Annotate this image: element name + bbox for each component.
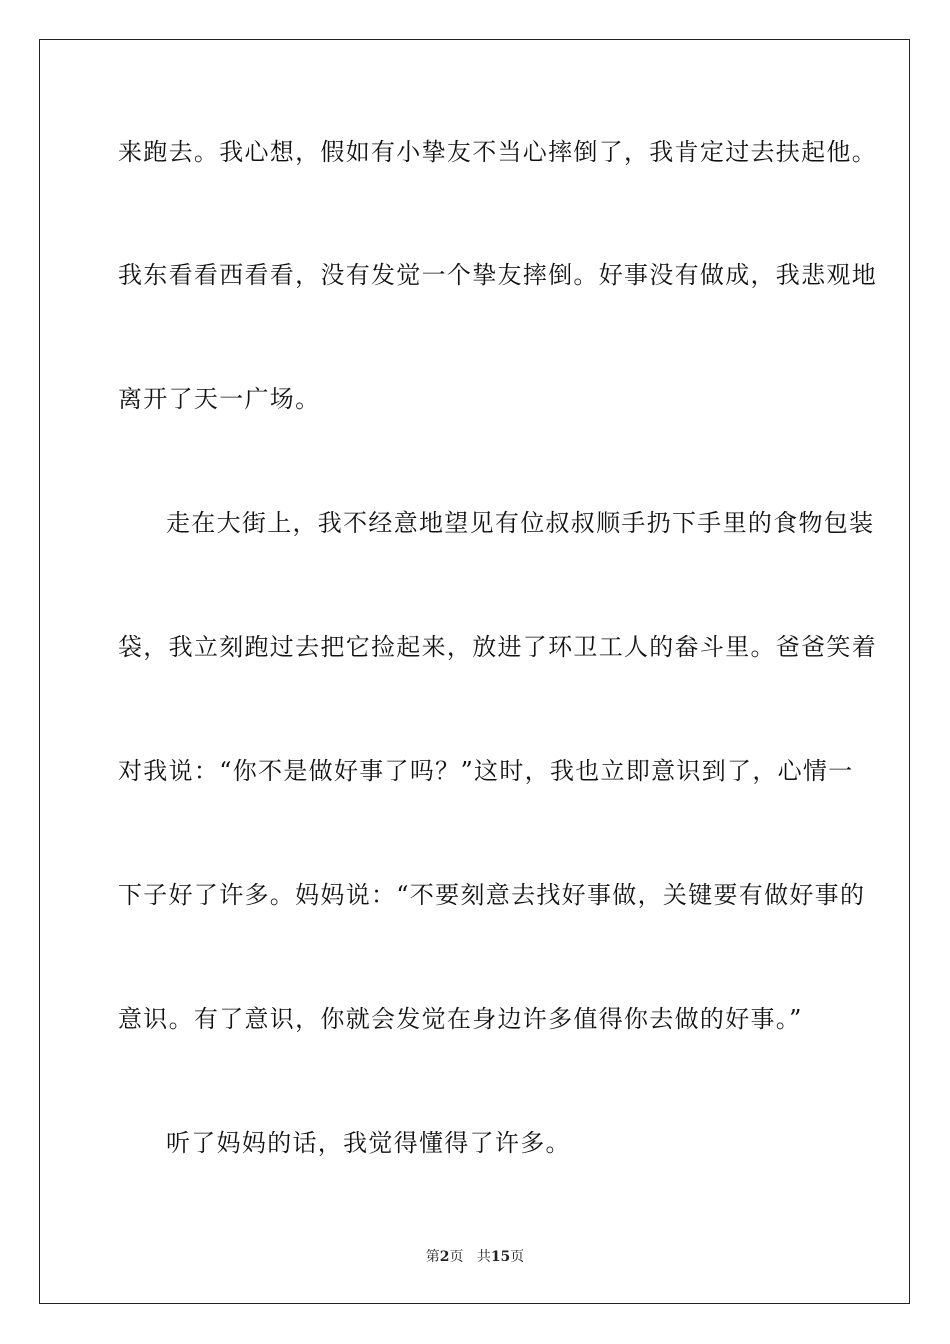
body-text-line-2: 我东看看西看看，没有发觉一个挚友摔倒。好事没有做成，我悲观地 — [118, 261, 877, 289]
total-pages-suffix: 页 — [510, 1249, 525, 1265]
body-text-line-7: 下子好了许多。妈妈说：“不要刻意去找好事做，关键要有做好事的 — [118, 881, 866, 909]
body-text-line-4: 走在大街上，我不经意地望见有位叔叔顺手扔下手里的食物包装 — [166, 509, 875, 537]
page-number-prefix: 第 — [425, 1249, 440, 1265]
body-text-line-8: 意识。有了意识，你就会发觉在身边许多值得你去做的好事。” — [118, 1005, 803, 1033]
page-border — [39, 39, 910, 1304]
page-number-suffix: 页 — [449, 1249, 464, 1265]
page-number: 2 — [439, 1249, 450, 1265]
total-pages: 15 — [490, 1249, 511, 1265]
page-footer — [0, 1248, 950, 1266]
body-text-line-1: 来跑去。我心想，假如有小挚友不当心摔倒了，我肯定过去扶起他。 — [118, 138, 877, 166]
body-text-line-3: 离开了天一广场。 — [118, 385, 321, 413]
total-pages-prefix: 共 — [476, 1249, 491, 1265]
body-text-line-5: 袋，我立刻跑过去把它捡起来，放进了环卫工人的畚斗里。爸爸笑着 — [118, 633, 877, 661]
body-text-line-9: 听了妈妈的话，我觉得懂得了许多。 — [166, 1129, 571, 1157]
body-text-line-6: 对我说：“你不是做好事了吗？”这时，我也立即意识到了，心情一 — [118, 757, 854, 785]
